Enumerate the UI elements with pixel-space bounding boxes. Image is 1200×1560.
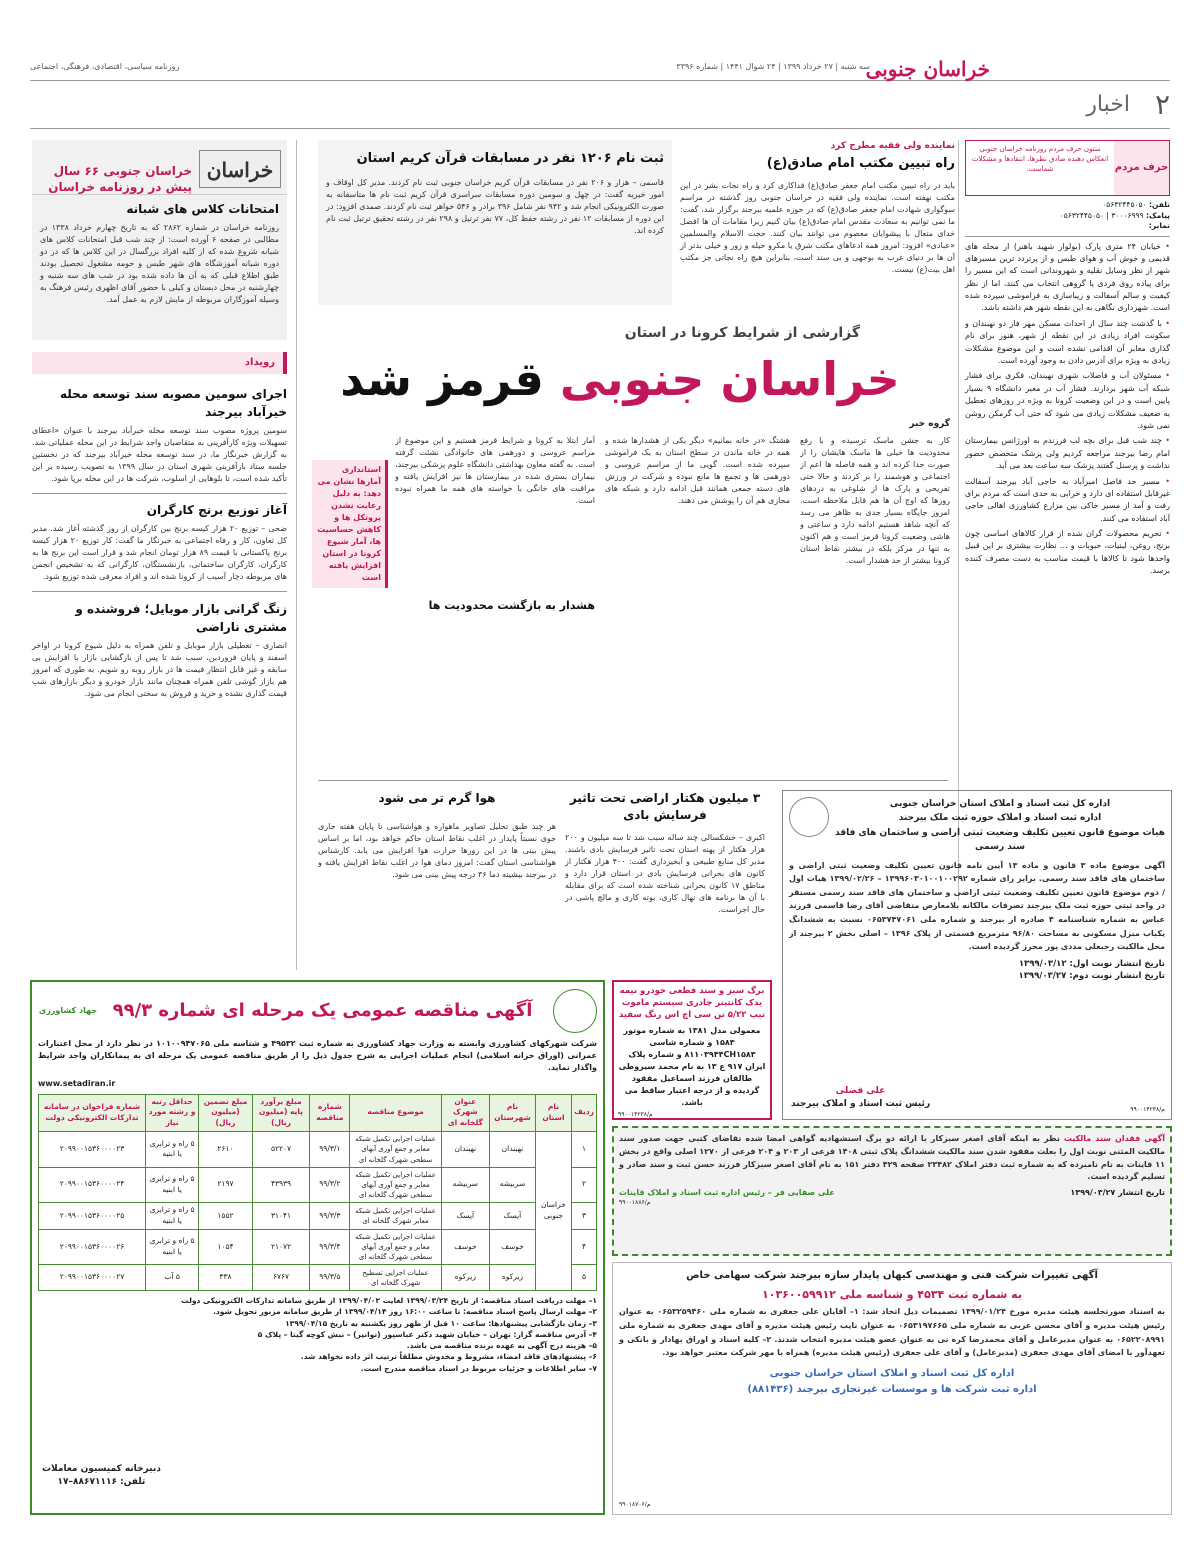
lost-deed-ad bbox=[612, 1126, 1172, 1256]
article-title[interactable]: هوا گرم تر می شود bbox=[378, 791, 496, 805]
table-cell: ۳۱۰۴۱ bbox=[252, 1203, 310, 1230]
sms-number: ۳۰۰۰۶۹۹۹ | ۰۵۶۳۲۴۴۵۰۵۰ bbox=[1059, 210, 1144, 220]
table-header: مبلغ برآورد پایه (میلیون ریال) bbox=[252, 1094, 310, 1132]
ad-date: تاریخ انتشار نوبت دوم: ۱۳۹۹/۰۳/۲۷ bbox=[1018, 971, 1165, 982]
rooydad-item-body: سومین پروژه مصوب سند توسعه محله خیرآباد بیرجند با عنوان «اعطای تسهیلات ویژه کارآفرینی به متقاضیان واجد شرایط در این محله عملیاتی شد. به گزارش خبرنگار ما، در سند توسعه محله خیرآباد بیرجند که در نخستین جلسه ستاد بازآفرینی شهری استان در سال ۱۳۹۹ به تصویب رسیده بر این تأکید شده است، تا بلوهایی از اسلوب، شرکت ها در این محله برپا شود. bbox=[32, 426, 287, 483]
table-row bbox=[39, 1229, 597, 1264]
newspaper-logo[interactable]: خراسان جنوبی bbox=[865, 57, 990, 81]
secretary-label: دبیرخانه کمیسیون معاملات bbox=[42, 1463, 161, 1474]
table-cell: آیسک bbox=[441, 1203, 490, 1230]
table-cell: ۲۰۹۹۰۰۱۵۳۶۰۰۰۰۲۶ bbox=[39, 1229, 146, 1264]
ad-title-line: اداره کل ثبت اسناد و املاک استان خراسان جنوبی bbox=[889, 799, 1111, 809]
table-header: عنوان شهرک گلخانه ای bbox=[441, 1094, 490, 1132]
harf-mardom-label: حرف مردم bbox=[1114, 141, 1169, 195]
table-cell: نهبندان bbox=[490, 1132, 536, 1167]
table-row bbox=[39, 1203, 597, 1230]
tender-table bbox=[38, 1094, 597, 1292]
ad-code: م/۹۹۰۰۱۸۸۶ bbox=[619, 1198, 651, 1206]
table-cell: ۵ bbox=[572, 1265, 597, 1291]
signature-title: رئیس ثبت اسناد و املاک بیرجند bbox=[791, 1098, 931, 1109]
rooydad-item-title[interactable]: اجرای سومین مصوبه سند توسعه محله خیرآباد بیرجند bbox=[59, 387, 287, 419]
ad-body: به استناد صورتجلسه هیئت مدیره مورخ ۱۳۹۹/۰۱/۲۴ تصمیمات ذیل اتخاذ شد: ۱– آقایان علی جعفری به شماره ملی ۰۶۵۳۲۵۹۴۶۰ به عنوان رئیس هیئت مدیره و آقای محسن عربی به شماره ملی ۰۶۵۳۱۹۷۶۶۵ به عنوان نایب رئیس هیئت مدیره و آقای مهدی جعفری به شماره ملی ۰۶۵۲۲۰۸۹۹۱ به عنوان مدیرعامل و آقای محمدرضا کره نی به عنوان عضو هیئت مدیره انتخاب شدند. ۲– کلیه اسناد و اوراق بهادار و بانکی و تعهدآور با امضای آقای مهدی جعفری (مدیرعامل) و آقای علی جعفری (رئیس هیئت مدیره) همراه با مهر شرکت معتبر خواهد بود. bbox=[619, 1307, 1166, 1358]
feature-sidebar-quote: استانداری آمارها نشان می دهد: به دلیل رعایت نشدن پروتکل ها و کاهش حساسیت ها، آمار شیوع کرونا در استان افزایش یافته است bbox=[312, 460, 388, 588]
table-cell: ۲۰۹۹۰۰۱۵۳۶۰۰۰۰۲۴ bbox=[39, 1167, 146, 1202]
table-header: شماره مناقصه bbox=[310, 1094, 350, 1132]
table-cell: ۵ آب bbox=[146, 1265, 199, 1291]
table-cell: عملیات اجرایی تکمیل شبکه معابر و جمع آوری آبهای سطحی شهرک گلخانه ای bbox=[350, 1132, 441, 1167]
list-item: • خیابان ۲۴ متری پارک (بولوار شهید باهنر) از محله های قدیمی و خوش آب و هوای طبس و از پرتردد ترین مسیرهای شهر از نظر وسایل نقلیه و شهروندانی است که این مسیر را برای پیاده روی فردی یا گروهی انتخاب می کنند، اما از نظر کیفیت و سالم آسفالت و زیباسازی به فراموشی سپرده شده است. شهرداری نگاهی به این نقطه شهر هم داشته باشد. bbox=[965, 241, 1170, 315]
feature-headline[interactable] bbox=[330, 348, 910, 410]
table-row bbox=[39, 1132, 597, 1167]
lost-vehicle-ad bbox=[612, 980, 772, 1120]
ad-date: تاریخ انتشار ۱۳۹۹/۰۳/۲۷ bbox=[1070, 1188, 1165, 1198]
table-cell: آیسک bbox=[490, 1203, 536, 1230]
section-name: اخبار bbox=[1086, 92, 1130, 117]
table-cell: خوسف bbox=[441, 1229, 490, 1264]
table-row bbox=[39, 1265, 597, 1291]
secretary-phone: تلفن: ۸۸۶۷۱۱۱۶–۱۷ bbox=[57, 1476, 146, 1487]
article-body: قاسمی – هزار و ۲۰۶ نفر در مسابقات قرآن کریم خراسان جنوبی ثبت نام کردند. مدیر کل اوقاف و امور خیریه گفت: در چهل و سومین دوره مسابقات سراسری قرآن کریم ثبت نام ها متاسفانه به صورت الکترونیکی انجام شد و ۹۴۲ نفر شامل ۳۹۶ برادر و ۵۴۶ خواهر ثبت نام کردند. صمدی افزود: در این دوره از مسابقات ۱۲ نفر در رشته حفظ کل، ۷۷ نفر ترتیل و ۲۹۸ نفر در رشته تحقیق ترتیل ثبت نام کرده اند. bbox=[326, 177, 664, 235]
table-row bbox=[39, 1167, 597, 1202]
table-cell: ۲۱۰۷۲ bbox=[252, 1229, 310, 1264]
table-cell: عملیات اجرایی تکمیل شبکه معابر و جمع آوری آبهای سطحی شهرک گلخانه ای bbox=[350, 1167, 441, 1202]
article-body: باید در راه تبیین مکتب امام جعفر صادق(ع) فداکاری کرد و راه نجات بشر در این مکتب نهفته است. نماینده ولی فقیه در خراسان جنوبی روز گذشته در مراسم سوگواری شهادت امام جعفر صادق(ع) که در حوزه علمیه بیرجند برگزار شد، گفت: ما نمی توانیم به سعادت مقدس امام صادق(ع) بیان کنیم زیرا مقامات آن ها افضل خدای متعال با پیشوایان معصوم می توانند بیان کنند. حجت الاسلام والمسلمین «عبادی» افزود: امروز همه ادعاهای مکتب شرق یا مکرو حیله و زور و خیلی بدتر از آن ها بر دنیای غرب به بوجهی و بی سند است، بنابراین هیچ راه نجاتی جز مکتب اهل بیت(ع) نیست. bbox=[680, 180, 955, 274]
history-item-body: روزنامه خراسان در شماره ۲۸۶۲ که به تاریخ چهارم خرداد ۱۳۳۸ در مطالبی در صفحه ۶ آورده است: از چند شب قبل امتحانات کلاس های شبانه شروع شده که از کلیه افراد بزرگسال در این کلاس ها که در دو دوره شبانه آموزشگاه های شهر طبس و حومه مشغول تحصیل بودند طبق اطلاع قبلی که به آن ها داده شده بود در شب های سه شنبه و چهارشنبه در محل دبستان و کیلی با حضور آقای اظهری رئیس فرهنگ به وسیله آموزگاران مربوطه از مایش لازم به عمل آمد. bbox=[40, 223, 279, 305]
ad-body: آگهی موضوع ماده ۳ قانون و ماده ۱۳ آیین نامه قانون تعیین تکلیف وضعیت ثبتی اراضی و ساختمان های فاقد سند رسمی. برابر رای شماره ۱۳۹۹۶۰۳۰۱۰۰۱۰۰۲۹۲ – ۱۳۹۹/۰۲/۲۶ هیات اول / دوم موضوع قانون تعیین تکلیف وضعیت ثبتی اراضی و ساختمان های فاقد سند رسمی مستقر در واحد ثبتی حوزه ثبت ملک بیرجند تصرفات مالکانه بلامعارض متقاضی آقای رضا قاسمی فرزند عباس به شماره شناسنامه ۴ صادره از بیرجند و شماره ملی ۰۶۵۳۷۴۷۰۶۱ نسبت به ششدانگ یکباب منزل مسکونی به مساحت ۹۶/۸۰ مترمربع قسمتی از پلاک ۱۳۹۶ – اصلی بخش ۲ بیرجند از محل مالکیت رجبعلی مددی پور محرز گردیده است. bbox=[789, 860, 1165, 952]
table-cell: عملیات اجرایی تکمیل شبکه معابر شهرک گلخانه ای bbox=[350, 1203, 441, 1230]
signature-name: علی فضلی bbox=[835, 1085, 886, 1096]
table-cell: ۲۰۹۹۰۰۱۵۳۶۰۰۰۰۲۳ bbox=[39, 1132, 146, 1167]
table-cell: عملیات اجرایی تکمیل شبکه معابر و جمع آوری آبهای سطحی شهرک گلخانه ای bbox=[350, 1229, 441, 1264]
ad-footer-line: اداره ثبت شرکت ها و موسسات غیرتجاری بیرجند (۸۸۱۴۳۶) bbox=[747, 1383, 1037, 1395]
table-cell: ۶۷۶۷ bbox=[252, 1265, 310, 1291]
table-cell: ۵ راه و ترابری یا ابنیه bbox=[146, 1132, 199, 1167]
tender-website[interactable]: www.setadiran.ir bbox=[38, 1079, 116, 1088]
agriculture-logo-icon bbox=[553, 989, 597, 1033]
list-item: • مسئولان آب و فاضلاب شهری نهبندان، فکری برای فشار شبکه آب شهر بردارند. فشار آب در معبر دانشگاه ۹ بسیار پایین است و در این وضعیت کرونا به ویژه در روزهای تعطیل به ضعیف مشکلات زیادی می شود که حتی آب گرمکن روشن نمی شود. bbox=[965, 370, 1170, 432]
page-number: ۲ bbox=[1154, 88, 1170, 121]
table-cell: ۹۹/۳/۴ bbox=[310, 1229, 350, 1264]
tender-notes bbox=[167, 1295, 597, 1374]
table-cell: ۴ bbox=[572, 1229, 597, 1264]
table-cell: ۲۶۱۰ bbox=[199, 1132, 253, 1167]
weather-article bbox=[318, 790, 556, 960]
table-cell: ۹۹/۳/۱ bbox=[310, 1132, 350, 1167]
sadiq-article bbox=[680, 140, 955, 305]
article-title[interactable]: راه تبیین مکتب امام صادق(ع) bbox=[766, 156, 955, 172]
tender-intro: شرکت شهرکهای کشاورزی وابسته به وزارت جهاد کشاورزی به شماره ثبت ۴۹۵۳۲ و شناسه ملی ۱۰۱۰۰۹۴۷۰۶۵ در نظر دارد از محل اعتبارات عمرانی (اوراق خزانه اسلامی) انجام عملیات اجرایی به شرح جدول ذیل را از طریق مناقصه عمومی یک مرحله ای به پیمانکاران واجد شرایط واگذار نماید. bbox=[38, 1039, 598, 1072]
table-header: حداقل رتبه و رشته مورد نیاز bbox=[146, 1094, 199, 1132]
ad-date: تاریخ انتشار نوبت اول: ۱۳۹۹/۰۳/۱۲ bbox=[1018, 958, 1165, 969]
rooydad-item-body: ضحی – توزیع ۲۰ هزار کیسه برنج بین کارگران از روز گذشته آغاز شد. مدیر کل تعاون، کار و رفاه اجتماعی به خبرنگار ما گفت: کار توزیع ۲۰ هزار کیسه برنج پاکستانی با قیمت ۸۹ هزار تومان انجام شد و قرار است این برنج ها به کارگران، کارگران ساختمانی، بازنشستگان، کارگرانی که به تشخیص انجمن های مربوطه دچار آسیب از کرونا شده اند و افراد معرفی شده توزیع شود. bbox=[32, 524, 288, 582]
list-item: ۷– سایر اطلاعات و جزئیات مربوط در اسناد مناقصه مندرج است. bbox=[360, 1363, 597, 1373]
article-title[interactable]: ۳ میلیون هکتار اراضی تحت تاثیر فرسایش بادی bbox=[569, 791, 761, 822]
registry-ad bbox=[782, 790, 1172, 1120]
table-header: موضوع مناقصه bbox=[350, 1094, 441, 1132]
khorasan-old-logo: خراسان bbox=[199, 150, 281, 188]
table-cell: ۲۰۹۹۰۰۱۵۳۶۰۰۰۰۲۷ bbox=[39, 1265, 146, 1291]
table-cell: خراسان جنوبی bbox=[535, 1132, 571, 1291]
table-cell: نهبندان bbox=[441, 1132, 490, 1167]
tender-title: آگهی مناقصه عمومی یک مرحله ای شماره ۹۹/۳ bbox=[112, 999, 533, 1021]
table-header: نام استان bbox=[535, 1094, 571, 1132]
rooydad-item-title[interactable]: آغاز توزیع برنج کارگران bbox=[146, 503, 287, 517]
table-header: شماره فراخوان در سامانه تدارکات الکترونیکی دولت bbox=[39, 1094, 146, 1132]
company-changes-ad bbox=[612, 1262, 1172, 1515]
table-cell: ۵ راه و ترابری یا ابنیه bbox=[146, 1167, 199, 1202]
table-cell: ۱ bbox=[572, 1132, 597, 1167]
table-cell: زیرکوه bbox=[441, 1265, 490, 1291]
ad-title: آگهی فقدان سند مالکیت bbox=[1063, 1134, 1166, 1143]
list-item: • مسیر حد فاصل امیرآباد به حاجی آباد بیرجند آسفالت غیرقابل استفاده ای دارد و خرابی به حدی است که مردم برای رفت و آمد از مسیر خاکی بین مزارع کشاورزی اهالی حاجی آباد استفاده می کنند. bbox=[965, 476, 1170, 526]
sms-label: پیامک: bbox=[1145, 210, 1170, 220]
issue-info: سه شنبه | ۲۷ خرداد ۱۳۹۹ | ۲۴ شوال ۱۴۴۱ | شماره ۳۳۹۶ bbox=[676, 62, 870, 71]
table-cell: ۳۳۸ bbox=[199, 1265, 253, 1291]
list-item: ۲– مهلت ارسال پاسخ اسناد مناقصه: تا ساعت ۱۶:۰۰ روز ۱۳۹۹/۰۴/۱۴ از طریق سامانه مزبور تحویل شود. bbox=[213, 1307, 597, 1317]
newspaper-tagline: روزنامه سیاسی، اقتصادی، فرهنگی، اجتماعی bbox=[30, 62, 180, 71]
history-box bbox=[32, 140, 287, 340]
list-item: • تحریم محصولات گران شده از قرار کالاهای اساسی چون برنج، روغن، لبنیات، حبوبات و … نظارت بیشتری بر این قبیل واحدها شود تا کالاها با قیمت مناسب به دست مصرف کننده برسد. bbox=[965, 528, 1170, 578]
table-cell: ۵ راه و ترابری یا ابنیه bbox=[146, 1229, 199, 1264]
ad-subtitle: به شماره ثبت ۴۵۳۴ و شناسه ملی ۱۰۳۶۰۰۵۹۹۱۲ bbox=[762, 1287, 1022, 1301]
ad-title: برگ سبز و سند قطعی خودرو نیمه یدک کانتینر چادری سیستم ماموت تیپ ۵/۲۲ تن سی اچ اس رنگ سفید bbox=[618, 986, 766, 1020]
byline: گروه خبر bbox=[909, 419, 950, 429]
table-header-row bbox=[39, 1094, 597, 1132]
list-item: ۴– آدرس مناقصه گزار: تهران – خیابان شهید دکتر عباسپور (توانیر) – نبش کوچه گیتا – پلاک ۵ bbox=[257, 1329, 597, 1339]
ad-code: م/۹۹۰۱۸۷۰۶ bbox=[619, 1501, 651, 1509]
table-header: نام شهرستان bbox=[490, 1094, 536, 1132]
table-cell: ۱۵۵۲ bbox=[199, 1203, 253, 1230]
ad-signature: علی صفایی فر – رئیس اداره ثبت اسناد و املاک قاینات bbox=[619, 1188, 835, 1198]
emblem-icon bbox=[789, 797, 829, 837]
list-item: ۳– زمان بازگشایی پیشنهادها: ساعت ۱۰ قبل از ظهر روز یکشنبه به تاریخ ۱۳۹۹/۰۴/۱۵ bbox=[285, 1318, 597, 1328]
ad-footer-line: اداره کل ثبت اسناد و املاک استان خراسان جنوبی bbox=[769, 1367, 1015, 1379]
rooydad-section-bar bbox=[32, 352, 287, 374]
table-cell: ۱۰۵۴ bbox=[199, 1229, 253, 1264]
table-cell: ۹۹/۳/۵ bbox=[310, 1265, 350, 1291]
table-header: مبلغ تضمین (میلیون ریال) bbox=[199, 1094, 253, 1132]
phone-number: ۰۵۶۳۲۴۴۵۰۵۰ bbox=[1102, 200, 1147, 209]
rooydad-item-title[interactable]: زنگ گرانی بازار موبایل؛ فروشنده و مشتری ناراضی bbox=[75, 602, 287, 635]
agriculture-logo-text: جهاد کشاورزی bbox=[38, 1006, 98, 1016]
table-cell: ۲ bbox=[572, 1167, 597, 1202]
ad-code: م/۹۹۰۰۱۴۲۳۸ bbox=[618, 1110, 653, 1118]
history-item-title[interactable]: امتحانات کلاس های شبانه bbox=[126, 202, 279, 216]
masthead bbox=[30, 55, 1170, 81]
article-title[interactable]: ثبت نام ۱۲۰۶ نفر در مسابقات قرآن کریم استان bbox=[356, 151, 664, 166]
harf-mardom-description: ستون حرف مردم روزنامه خراسان جنوبی انعکاس دهنده صادق نظرها، انتقادها و مشکلات شماست. bbox=[971, 145, 1109, 173]
table-cell: زیرکوه bbox=[490, 1265, 536, 1291]
list-item: • چند شب قبل برای بچه لب فرزندم به اورژانس بیمارستان امام رضا بیرجند مراجعه کردیم ولی پزشک متخصص حضور نداشت و پرسنل گفتند پزشک سه ساعت بعد می آید. bbox=[965, 435, 1170, 472]
headline-pink-part: خراسان جنوبی bbox=[559, 352, 900, 406]
feature-kicker: گزارشی از شرایط کرونا در استان bbox=[624, 325, 860, 341]
ad-title-line: اداره ثبت اسناد و املاک حوزه ثبت ملک بیرجند bbox=[898, 813, 1102, 824]
table-header: ردیف bbox=[572, 1094, 597, 1132]
fax-label: نمابر: bbox=[1148, 221, 1170, 230]
article-kicker: نماینده ولی فقیه مطرح کرد bbox=[830, 141, 955, 151]
harf-mardom-column bbox=[965, 140, 1170, 900]
table-cell: سربیشه bbox=[490, 1167, 536, 1202]
feature-column-2: هشتگ «در خانه بمانیم» دیگر یکی از هشدارها شده و همه در خانه ماندن در سطح استان به یک فراموشی سپرده شده است. گویی ما از مراسم عروسی و دورهمی ها و تجمع ها مانع نبوده و شرکت در ورزش های دسته جمعی همانند قبل ادامه دارد و شبکه های مجازی هم آن را پوشش می دهند. bbox=[605, 436, 790, 505]
rooydad-label: رویداد bbox=[244, 357, 275, 368]
rooydad-item-body: انصاری – تعطیلی بازار موبایل و تلفن همراه به دلیل شیوع کرونا در اواخر اسفند و پایان فروردین، سبب شد تا پس از بازگشایی بازار با افزایش بی سابقه و غیر قابل انتظار قیمت ها در بازار روبه رو شویم. به طوری که امروز هم بازار گوشی تلفن همراه همچنان مانند بازار خودرو و دیگر بازارهای شب قیمت گذاری نشده و خرید و فروش به سختی انجام می شود. bbox=[32, 641, 287, 699]
tender-ad bbox=[30, 980, 605, 1515]
ad-title: آگهی تغییرات شرکت فنی و مهندسی کیهان پایدار سازه بیرجند شرکت سهامی خاص bbox=[686, 1270, 1098, 1281]
table-cell: ۹۹/۳/۲ bbox=[310, 1167, 350, 1202]
rooydad-column bbox=[32, 385, 287, 945]
article-body: اکبری – خشکسالی چند ساله سبب شد تا سه میلیون و ۲۰۰ هزار هکتار از پهنه استان تحت تاثیر فرسایش بادی باشند. مدیر کل منابع طبیعی و آبخیزداری گفت: ۴۰۰ هزار هکتار از کانون های بحرانی فرسایش بادی در استان قرار دارد و مناطق ۱۷ کانون بحرانی شناخته شده است که برای مقابله با آن ها برنامه های نهال کاری، بوته کاری و مالچ پاشی در حال اجراست. bbox=[565, 832, 766, 914]
table-cell: ۲۰۹۹۰۰۱۵۳۶۰۰۰۰۲۵ bbox=[39, 1203, 146, 1230]
ad-body: نظر به اینکه آقای اصغر سبزکار با ارائه دو برگ استشهادیه گواهی امضا شده تقاضای کتبی جهت صدور سند مالکیت المثنی نوبت اول را بعلت مفقود شدن سند مالکیت ششدانگ پلاک ثبتی ۱۴۰۸ فرعی از ۲۰۳ و ۲۰۴ فرعی از ۱۲۷۰ اصلی واقع در بخش ۱۱ قاینات به نام نامبرده که به شماره ثبت دفتر املاک ۲۳۴۸۲ صفحه ۴۲۹ دفتر ۱۵۱ به نام آقای اصغر سبزکار فرزند حسن ثبت و سند صادر و تسلیم گردیده است. bbox=[619, 1134, 1166, 1182]
history-title: خراسان جنوبی ۶۶ سال پیش در روزنامه خراسان bbox=[48, 164, 192, 194]
feature-column-3: آمار ابتلا به کرونا و شرایط قرمز هستیم و این موضوع از مراسم عروسی و دورهمی های خانوادگی نشئت گرفته است. به گفته معاون بهداشتی دانشگاه علوم پزشکی بیرجند، بیماران بستری شده در بیمارستان ها نیز افزایش یافته و مراقبت های خانگی با خواسته های همه ما همراه نبوده است. bbox=[395, 436, 595, 505]
list-item: ۶– پیشنهادهای فاقد امضاء، مشروط و مخدوش مطلقاً ترتیب اثر داده نخواهد شد. bbox=[300, 1352, 597, 1362]
contact-info bbox=[965, 200, 1170, 232]
section-header bbox=[900, 85, 1170, 125]
table-cell: سربیشه bbox=[441, 1167, 490, 1202]
harf-mardom-header bbox=[965, 140, 1170, 196]
erosion-article bbox=[565, 790, 765, 960]
table-cell: ۵۲۲۰۷ bbox=[252, 1132, 310, 1167]
feature-column-1: کار به جشن ماسک ترسیده و با رفع محدودیت ها خیلی ها ماسک هایشان را از صورت جدا کرده اند و همه فاصله ها اعم از اجتماعی و هوشمند را بر کردند و حالا حتی تفریحی و پارک ها از شلوغی به دردهای روزها که اوج آن ها هم قابل ملاحظه است. امروز جایگاه بسیار جدی به ظاهر می رسد که آنچه شاهد هستیم ادامه دارد و ساعتی و هاشی وضعیت کرونا قرمز است و هم اکنون به تنها در مرکز بلکه در بیشتر نقاط استان کرونا بیشتر از حد هشدار است. bbox=[800, 436, 950, 565]
feature-subhead: هشدار به بازگشت محدودیت ها bbox=[428, 599, 595, 612]
article-body: هر چند طبق تحلیل تصاویر ماهواره و هواشناسی تا پایان هفته جاری جوی نسبتاً پایدار در اغلب نقاط استان حاکم خواهد بود، اما بر اساس پیش بینی ها در این روزها حرارت هوا افزایش می یابد. کارشناس هواشناسی استان گفت: امروز دمای هوا در اغلب نقاط افزایش یافته و در بیرجند بیشینه دما ۳۶ درجه پیش بینی می شود. bbox=[318, 822, 556, 880]
history-header bbox=[32, 140, 287, 195]
headline-black-part: قرمز شد bbox=[340, 352, 544, 406]
phone-label: تلفن: bbox=[1148, 200, 1170, 209]
ad-title-line: هیات موضوع قانون تعیین تکلیف وضعیت ثبتی اراضی و ساختمان های فاقد سند رسمی bbox=[835, 827, 1165, 853]
table-cell: ۲۱۹۷ bbox=[199, 1167, 253, 1202]
table-cell: عملیات اجرایی تسطیح شهرک گلخانه ای bbox=[350, 1265, 441, 1291]
table-cell: ۹۹/۳/۳ bbox=[310, 1203, 350, 1230]
list-item: • با گذشت چند سال از احداث مسکن مهر فاز دو نهبندان و سکونت افراد زیادی در این نقطه از شهر، هنوز برای نام گذاری معابر آن اقدامی نشده است و این موضوع مشکلات زیادی به ویژه برای آدرس دادن به وجود آورده است. bbox=[965, 318, 1170, 368]
table-cell: خوسف bbox=[490, 1229, 536, 1264]
ad-code: م/۹۹۰۰۱۴۲۳۸ bbox=[1130, 1106, 1165, 1114]
ad-body: معمولی مدل ۱۳۸۱ به شماره موتور ۱۵۸۳ و شماره شاسی ۸۱۱۰۳۹۴۴CH۱۵۸۳ و شماره پلاک ایران ۹۱۷ ع ۱۳ به نام محمد سیروطی طالقان فرزند اسماعیل مفقود گردیده و از درجه اعتبار ساقط می باشد. bbox=[618, 1025, 766, 1107]
list-item: ۱– مهلت دریافت اسناد مناقصه: از تاریخ ۱۳۹۹/۰۳/۲۴ لغایت ۱۳۹۹/۰۴/۰۲ از طریق سامانه تدارکات الکترونیکی دولت bbox=[181, 1296, 597, 1306]
table-cell: ۴۳۹۳۹ bbox=[252, 1167, 310, 1202]
table-cell: ۳ bbox=[572, 1203, 597, 1230]
list-item: ۵– هزینه درج آگهی به عهده برنده مناقصه می باشد. bbox=[406, 1341, 597, 1351]
quran-article bbox=[318, 140, 672, 305]
table-cell: ۵ راه و ترابری یا ابنیه bbox=[146, 1203, 199, 1230]
